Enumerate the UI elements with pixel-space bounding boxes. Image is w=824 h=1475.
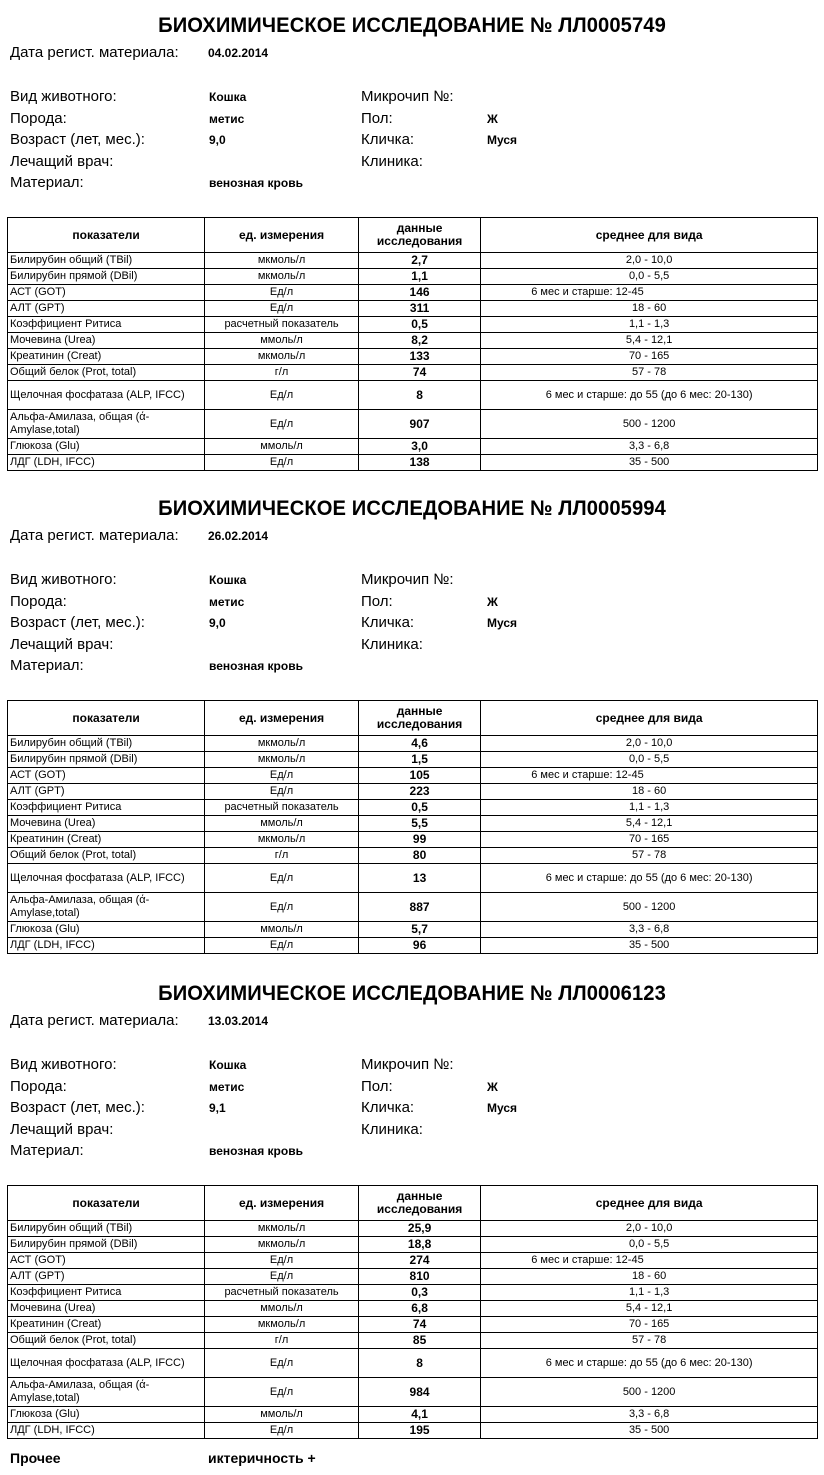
table-row	[8, 800, 818, 816]
indicator-reference: 1,1 - 1,3	[481, 317, 818, 333]
sex-value: Ж	[487, 594, 498, 609]
date-value: 04.02.2014	[208, 46, 269, 60]
material-value: венозная кровь	[209, 176, 303, 191]
indicator-name: АЛТ (GPT)	[8, 1269, 205, 1285]
clinic-label: Клиника:	[361, 152, 423, 170]
header-indicator: показатели	[8, 701, 205, 736]
name-label: Кличка:	[361, 614, 415, 632]
indicator-unit: Ед/л	[205, 381, 359, 410]
table-row	[8, 410, 818, 439]
indicator-name: АЛТ (GPT)	[8, 784, 205, 800]
indicator-value: 0,5	[358, 317, 480, 333]
species-label: Вид животного:	[10, 88, 117, 105]
indicator-reference: 0,0 - 5,5	[481, 1237, 818, 1253]
indicator-value: 223	[358, 784, 480, 800]
indicator-reference: 5,4 - 12,1	[481, 816, 818, 832]
info-row	[10, 1142, 820, 1164]
indicator-name: Общий белок (Prot, total)	[8, 365, 205, 381]
info-row	[10, 110, 820, 132]
table-row	[8, 1333, 818, 1349]
indicator-reference: 6 мес и старше: 12-45	[481, 1253, 818, 1269]
name-value: Муся	[487, 1101, 518, 1116]
patient-info	[10, 88, 820, 196]
table-row	[8, 269, 818, 285]
indicator-unit: Ед/л	[205, 285, 359, 301]
material-value: венозная кровь	[209, 1144, 303, 1159]
info-row	[10, 614, 820, 636]
indicator-unit: мкмоль/л	[205, 1317, 359, 1333]
indicator-name: Мочевина (Urea)	[8, 1301, 205, 1317]
indicator-value: 5,5	[358, 816, 480, 832]
indicator-reference: 0,0 - 5,5	[481, 752, 818, 768]
table-row	[8, 455, 818, 471]
info-row	[10, 657, 820, 679]
indicator-reference: 70 - 165	[481, 1317, 818, 1333]
header-unit: ед. измерения	[205, 701, 359, 736]
indicator-unit: расчетный показатель	[205, 317, 359, 333]
indicator-reference: 6 мес и старше: до 55 (до 6 мес: 20-130)	[481, 381, 818, 410]
header-reference: среднее для вида	[481, 1186, 818, 1221]
indicator-name: Глюкоза (Glu)	[8, 439, 205, 455]
indicator-unit: Ед/л	[205, 938, 359, 954]
indicator-name: Щелочная фосфатаза (ALP, IFCC)	[8, 381, 205, 410]
indicator-reference: 3,3 - 6,8	[481, 1407, 818, 1423]
table-row	[8, 285, 818, 301]
indicator-name: Глюкоза (Glu)	[8, 1407, 205, 1423]
info-row	[10, 1078, 820, 1100]
microchip-label: Микрочип №:	[361, 571, 454, 588]
indicator-reference: 70 - 165	[481, 349, 818, 365]
indicator-value: 3,0	[358, 439, 480, 455]
table-row	[8, 1253, 818, 1269]
table-row	[8, 381, 818, 410]
indicator-unit: мкмоль/л	[205, 349, 359, 365]
indicator-reference: 6 мес и старше: до 55 (до 6 мес: 20-130)	[481, 864, 818, 893]
indicator-reference: 500 - 1200	[481, 410, 818, 439]
age-value: 9,1	[209, 1101, 226, 1116]
indicator-value: 133	[358, 349, 480, 365]
indicator-reference: 57 - 78	[481, 365, 818, 381]
age-label: Возраст (лет, мес.):	[10, 1099, 145, 1117]
table-row	[8, 349, 818, 365]
clinic-label: Клиника:	[361, 1120, 423, 1138]
table-row	[8, 317, 818, 333]
age-value: 9,0	[209, 133, 226, 148]
species-label: Вид животного:	[10, 1056, 117, 1073]
indicator-name: Мочевина (Urea)	[8, 816, 205, 832]
info-row	[10, 593, 820, 615]
indicator-value: 99	[358, 832, 480, 848]
indicator-value: 8	[358, 381, 480, 410]
header-unit: ед. измерения	[205, 1186, 359, 1221]
indicator-reference: 500 - 1200	[481, 893, 818, 922]
indicator-name: Билирубин общий (TBil)	[8, 1221, 205, 1237]
indicator-name: Мочевина (Urea)	[8, 333, 205, 349]
age-label: Возраст (лет, мес.):	[10, 131, 145, 149]
sex-value: Ж	[487, 1079, 498, 1094]
info-row	[10, 131, 820, 153]
indicator-unit: Ед/л	[205, 1253, 359, 1269]
indicator-reference: 35 - 500	[481, 938, 818, 954]
indicator-unit: Ед/л	[205, 784, 359, 800]
indicator-reference: 18 - 60	[481, 784, 818, 800]
indicator-name: Общий белок (Prot, total)	[8, 1333, 205, 1349]
indicator-value: 146	[358, 285, 480, 301]
indicator-unit: мкмоль/л	[205, 832, 359, 848]
material-label: Материал:	[10, 174, 84, 192]
indicator-unit: Ед/л	[205, 455, 359, 471]
indicator-reference: 1,1 - 1,3	[481, 1285, 818, 1301]
indicator-name: Альфа-Амилаза, общая (ά-Amylase,total)	[8, 893, 205, 922]
date-label: Дата регист. материала:	[10, 527, 179, 544]
table-row	[8, 1317, 818, 1333]
indicator-name: ЛДГ (LDH, IFCC)	[8, 1423, 205, 1439]
doctor-label: Лечащий врач:	[10, 152, 114, 170]
breed-label: Порода:	[10, 1077, 67, 1095]
table-row	[8, 1285, 818, 1301]
indicator-unit: ммоль/л	[205, 922, 359, 938]
indicator-unit: г/л	[205, 365, 359, 381]
indicator-name: Креатинин (Creat)	[8, 349, 205, 365]
header-indicator: показатели	[8, 1186, 205, 1221]
indicator-name: Щелочная фосфатаза (ALP, IFCC)	[8, 1349, 205, 1378]
table-row	[8, 752, 818, 768]
breed-value: метис	[209, 111, 245, 126]
indicator-unit: мкмоль/л	[205, 736, 359, 752]
indicator-unit: мкмоль/л	[205, 1221, 359, 1237]
species-label: Вид животного:	[10, 571, 117, 588]
indicator-unit: ммоль/л	[205, 333, 359, 349]
material-value: венозная кровь	[209, 659, 303, 674]
indicator-name: Альфа-Амилаза, общая (ά-Amylase,total)	[8, 1378, 205, 1407]
indicator-reference: 0,0 - 5,5	[481, 269, 818, 285]
table-header	[8, 701, 818, 736]
indicator-reference: 6 мес и старше: 12-45	[481, 285, 818, 301]
indicator-value: 984	[358, 1378, 480, 1407]
indicator-reference: 57 - 78	[481, 1333, 818, 1349]
date-label: Дата регист. материала:	[10, 44, 179, 61]
clinic-label: Клиника:	[361, 635, 423, 653]
indicator-value: 274	[358, 1253, 480, 1269]
date-label: Дата регист. материала:	[10, 1012, 179, 1029]
info-row	[10, 1056, 820, 1078]
name-label: Кличка:	[361, 131, 415, 149]
table-row	[8, 893, 818, 922]
breed-label: Порода:	[10, 109, 67, 127]
info-row	[10, 1099, 820, 1121]
indicator-value: 810	[358, 1269, 480, 1285]
header-result: данные исследования	[358, 1186, 480, 1221]
indicator-unit: Ед/л	[205, 1423, 359, 1439]
info-row	[10, 153, 820, 175]
table-row	[8, 1237, 818, 1253]
species-value: Кошка	[209, 573, 247, 587]
indicator-reference: 3,3 - 6,8	[481, 922, 818, 938]
indicator-value: 8	[358, 1349, 480, 1378]
table-header	[8, 1186, 818, 1221]
indicator-unit: ммоль/л	[205, 816, 359, 832]
table-row	[8, 253, 818, 269]
indicator-reference: 57 - 78	[481, 848, 818, 864]
indicator-value: 887	[358, 893, 480, 922]
indicator-value: 4,1	[358, 1407, 480, 1423]
indicator-unit: г/л	[205, 1333, 359, 1349]
header-result: данные исследования	[358, 218, 480, 253]
table-row	[8, 365, 818, 381]
registration-date	[10, 527, 268, 544]
age-value: 9,0	[209, 616, 226, 631]
table-row	[8, 333, 818, 349]
indicator-reference: 5,4 - 12,1	[481, 1301, 818, 1317]
indicator-reference: 5,4 - 12,1	[481, 333, 818, 349]
table-row	[8, 301, 818, 317]
header-unit: ед. измерения	[205, 218, 359, 253]
table-row	[8, 1269, 818, 1285]
indicator-name: Общий белок (Prot, total)	[8, 848, 205, 864]
sex-value: Ж	[487, 111, 498, 126]
indicator-unit: расчетный показатель	[205, 1285, 359, 1301]
indicator-reference: 2,0 - 10,0	[481, 736, 818, 752]
indicator-name: ЛДГ (LDH, IFCC)	[8, 938, 205, 954]
age-label: Возраст (лет, мес.):	[10, 614, 145, 632]
indicator-value: 80	[358, 848, 480, 864]
info-row	[10, 88, 820, 110]
indicator-name: АСТ (GOT)	[8, 768, 205, 784]
table-row	[8, 1423, 818, 1439]
indicator-value: 311	[358, 301, 480, 317]
date-value: 26.02.2014	[208, 529, 269, 543]
info-row	[10, 636, 820, 658]
indicator-unit: ммоль/л	[205, 1407, 359, 1423]
microchip-label: Микрочип №:	[361, 1056, 454, 1073]
indicator-name: ЛДГ (LDH, IFCC)	[8, 455, 205, 471]
report-title: БИОХИМИЧЕСКОЕ ИССЛЕДОВАНИЕ № ЛЛ0005994	[158, 497, 666, 520]
indicator-value: 85	[358, 1333, 480, 1349]
indicator-reference: 6 мес и старше: 12-45	[481, 768, 818, 784]
indicator-value: 138	[358, 455, 480, 471]
indicator-value: 907	[358, 410, 480, 439]
indicator-value: 13	[358, 864, 480, 893]
table-row	[8, 736, 818, 752]
header-reference: среднее для вида	[481, 701, 818, 736]
report-title: БИОХИМИЧЕСКОЕ ИССЛЕДОВАНИЕ № ЛЛ0005749	[158, 14, 666, 37]
table-header	[8, 218, 818, 253]
indicator-name: Креатинин (Creat)	[8, 1317, 205, 1333]
indicator-reference: 1,1 - 1,3	[481, 800, 818, 816]
header-reference: среднее для вида	[481, 218, 818, 253]
results-table	[7, 1185, 818, 1439]
breed-value: метис	[209, 1079, 245, 1094]
indicator-unit: Ед/л	[205, 864, 359, 893]
indicator-reference: 18 - 60	[481, 301, 818, 317]
indicator-name: Коэффициент Ритиса	[8, 800, 205, 816]
indicator-unit: Ед/л	[205, 410, 359, 439]
indicator-reference: 70 - 165	[481, 832, 818, 848]
indicator-value: 0,5	[358, 800, 480, 816]
indicator-name: АЛТ (GPT)	[8, 301, 205, 317]
indicator-value: 105	[358, 768, 480, 784]
indicator-unit: Ед/л	[205, 1378, 359, 1407]
breed-value: метис	[209, 594, 245, 609]
indicator-unit: мкмоль/л	[205, 253, 359, 269]
indicator-name: Коэффициент Ритиса	[8, 317, 205, 333]
table-row	[8, 938, 818, 954]
indicator-value: 0,3	[358, 1285, 480, 1301]
indicator-name: Билирубин прямой (DBil)	[8, 1237, 205, 1253]
table-row	[8, 1378, 818, 1407]
indicator-reference: 18 - 60	[481, 1269, 818, 1285]
indicator-unit: Ед/л	[205, 1269, 359, 1285]
table-row	[8, 1221, 818, 1237]
species-value: Кошка	[209, 1058, 247, 1072]
table-row	[8, 864, 818, 893]
sex-label: Пол:	[361, 592, 393, 610]
indicator-value: 2,7	[358, 253, 480, 269]
indicator-unit: ммоль/л	[205, 439, 359, 455]
indicator-value: 25,9	[358, 1221, 480, 1237]
indicator-unit: Ед/л	[205, 301, 359, 317]
registration-date	[10, 1012, 268, 1029]
table-row	[8, 439, 818, 455]
indicator-reference: 35 - 500	[481, 1423, 818, 1439]
results-table	[7, 217, 818, 471]
material-label: Материал:	[10, 1142, 84, 1160]
indicator-name: АСТ (GOT)	[8, 285, 205, 301]
report-title: БИОХИМИЧЕСКОЕ ИССЛЕДОВАНИЕ № ЛЛ0006123	[158, 982, 666, 1005]
table-row	[8, 1407, 818, 1423]
indicator-value: 74	[358, 365, 480, 381]
name-value: Муся	[487, 133, 518, 148]
indicator-reference: 35 - 500	[481, 455, 818, 471]
table-row	[8, 768, 818, 784]
indicator-name: Щелочная фосфатаза (ALP, IFCC)	[8, 864, 205, 893]
indicator-name: Билирубин общий (TBil)	[8, 736, 205, 752]
indicator-value: 18,8	[358, 1237, 480, 1253]
table-row	[8, 1301, 818, 1317]
results-table	[7, 700, 818, 954]
indicator-reference: 6 мес и старше: до 55 (до 6 мес: 20-130)	[481, 1349, 818, 1378]
indicator-unit: Ед/л	[205, 893, 359, 922]
indicator-name: Креатинин (Creat)	[8, 832, 205, 848]
header-result: данные исследования	[358, 701, 480, 736]
doctor-label: Лечащий врач:	[10, 1120, 114, 1138]
indicator-value: 6,8	[358, 1301, 480, 1317]
indicator-unit: Ед/л	[205, 768, 359, 784]
indicator-value: 5,7	[358, 922, 480, 938]
indicator-name: АСТ (GOT)	[8, 1253, 205, 1269]
indicator-value: 96	[358, 938, 480, 954]
date-value: 13.03.2014	[208, 1014, 269, 1028]
indicator-name: Альфа-Амилаза, общая (ά-Amylase,total)	[8, 410, 205, 439]
breed-label: Порода:	[10, 592, 67, 610]
indicator-unit: мкмоль/л	[205, 1237, 359, 1253]
indicator-value: 74	[358, 1317, 480, 1333]
patient-info	[10, 1056, 820, 1164]
other-label: Прочее	[10, 1450, 61, 1466]
microchip-label: Микрочип №:	[361, 88, 454, 105]
indicator-value: 4,6	[358, 736, 480, 752]
table-row	[8, 832, 818, 848]
indicator-value: 1,5	[358, 752, 480, 768]
indicator-value: 195	[358, 1423, 480, 1439]
other-value: иктеричность +	[208, 1450, 316, 1466]
indicator-value: 1,1	[358, 269, 480, 285]
patient-info	[10, 571, 820, 679]
table-row	[8, 816, 818, 832]
indicator-name: Билирубин общий (TBil)	[8, 253, 205, 269]
material-label: Материал:	[10, 657, 84, 675]
indicator-name: Билирубин прямой (DBil)	[8, 752, 205, 768]
info-row	[10, 1121, 820, 1143]
name-value: Муся	[487, 616, 518, 631]
header-indicator: показатели	[8, 218, 205, 253]
sex-label: Пол:	[361, 109, 393, 127]
indicator-unit: расчетный показатель	[205, 800, 359, 816]
indicator-name: Глюкоза (Glu)	[8, 922, 205, 938]
indicator-value: 8,2	[358, 333, 480, 349]
other-notes	[10, 1450, 316, 1466]
indicator-name: Билирубин прямой (DBil)	[8, 269, 205, 285]
sex-label: Пол:	[361, 1077, 393, 1095]
indicator-reference: 2,0 - 10,0	[481, 1221, 818, 1237]
info-row	[10, 174, 820, 196]
indicator-unit: ммоль/л	[205, 1301, 359, 1317]
table-row	[8, 922, 818, 938]
indicator-unit: мкмоль/л	[205, 752, 359, 768]
indicator-name: Коэффициент Ритиса	[8, 1285, 205, 1301]
table-row	[8, 784, 818, 800]
doctor-label: Лечащий врач:	[10, 635, 114, 653]
indicator-reference: 500 - 1200	[481, 1378, 818, 1407]
table-row	[8, 848, 818, 864]
table-row	[8, 1349, 818, 1378]
indicator-unit: мкмоль/л	[205, 269, 359, 285]
registration-date	[10, 44, 268, 61]
name-label: Кличка:	[361, 1099, 415, 1117]
info-row	[10, 571, 820, 593]
indicator-reference: 3,3 - 6,8	[481, 439, 818, 455]
indicator-unit: г/л	[205, 848, 359, 864]
indicator-reference: 2,0 - 10,0	[481, 253, 818, 269]
indicator-unit: Ед/л	[205, 1349, 359, 1378]
species-value: Кошка	[209, 90, 247, 104]
